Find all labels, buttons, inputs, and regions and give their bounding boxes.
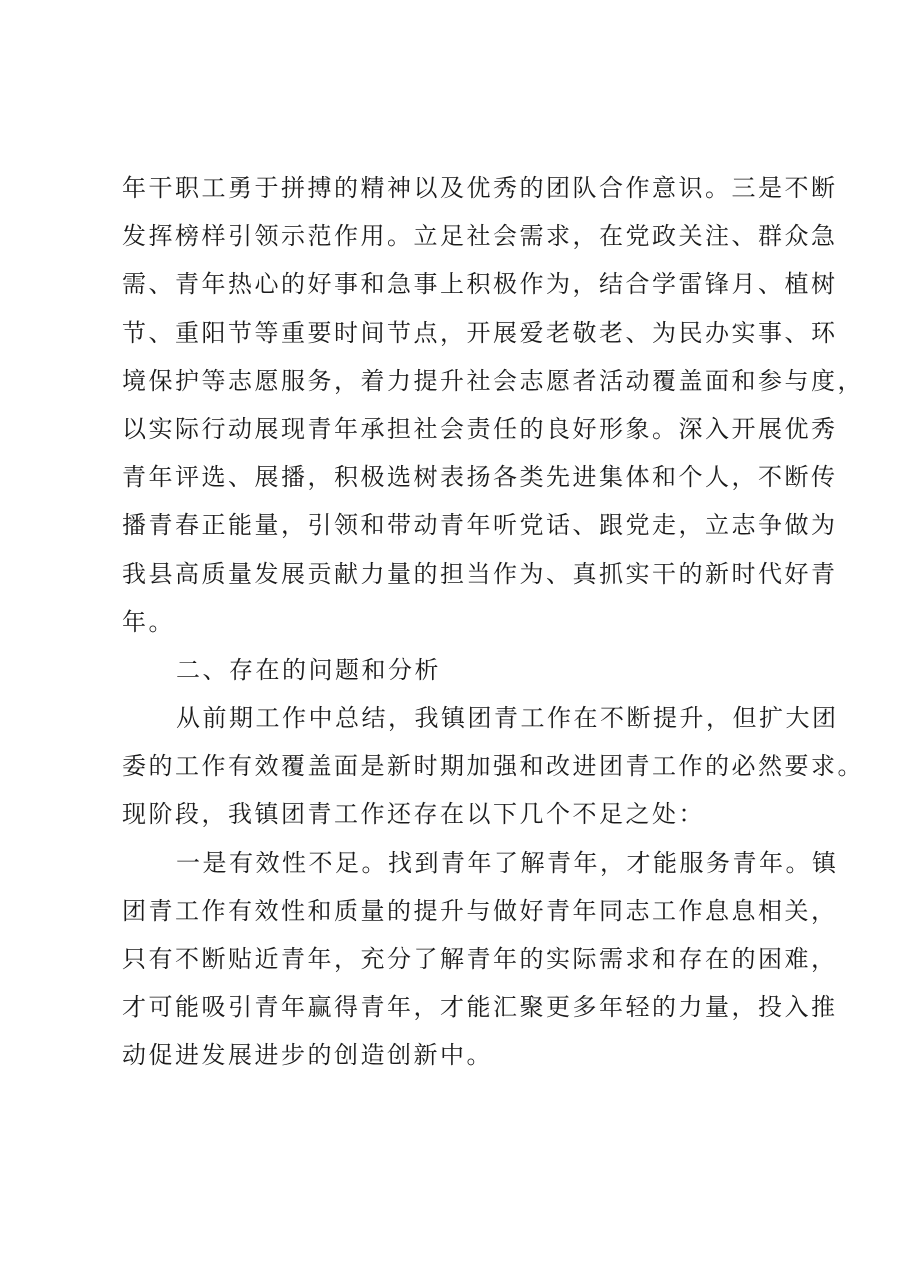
section-heading: 二、存在的问题和分析 — [176, 655, 441, 684]
paragraph-line: 从前期工作中总结，我镇团青工作在不断提升，但扩大团 — [176, 704, 839, 733]
paragraph-line: 一是有效性不足。找到青年了解青年，才能服务青年。镇 — [176, 848, 839, 877]
paragraph-line: 境保护等志愿服务，着力提升社会志愿者活动覆盖面和参与度， — [122, 366, 864, 395]
paragraph-line: 团青工作有效性和质量的提升与做好青年同志工作息息相关， — [122, 896, 838, 925]
document-body — [122, 164, 864, 1080]
paragraph-line: 需、青年热心的好事和急事上积极作为，结合学雷锋月、植树 — [122, 270, 838, 299]
paragraph-line: 动促进发展进步的创造创新中。 — [122, 1041, 493, 1070]
paragraph-line: 节、重阳节等重要时间节点，开展爱老敬老、为民办实事、环 — [122, 318, 838, 347]
paragraph-line: 青年评选、展播，积极选树表扬各类先进集体和个人，不断传 — [122, 463, 838, 492]
paragraph-line: 年干职工勇于拼搏的精神以及优秀的团队合作意识。三是不断 — [122, 174, 838, 202]
paragraph-line: 只有不断贴近青年，充分了解青年的实际需求和存在的困难， — [122, 945, 838, 973]
paragraph-line: 以实际行动展现青年承担社会责任的良好形象。深入开展优秀 — [122, 414, 838, 443]
paragraph-line: 播青春正能量，引领和带动青年听党话、跟党走，立志争做为 — [122, 511, 838, 540]
paragraph-line: 委的工作有效覆盖面是新时期加强和改进团青工作的必然要求。 — [122, 752, 864, 781]
paragraph-line: 我县高质量发展贡献力量的担当作为、真抓实干的新时代好青 — [122, 559, 838, 588]
paragraph-line: 年。 — [122, 607, 175, 636]
paragraph-line: 现阶段，我镇团青工作还存在以下几个不足之处： — [122, 800, 705, 829]
paragraph-line: 发挥榜样引领示范作用。立足社会需求，在党政关注、群众急 — [122, 222, 838, 251]
paragraph-line: 才可能吸引青年赢得青年，才能汇聚更多年轻的力量，投入推 — [122, 993, 838, 1022]
